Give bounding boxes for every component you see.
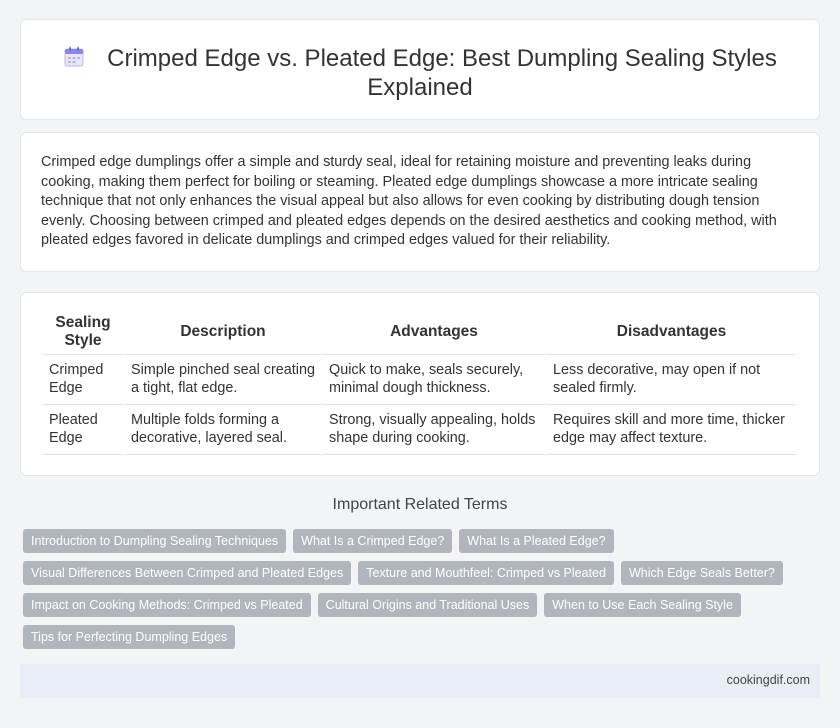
tag-link[interactable]: When to Use Each Sealing Style <box>544 593 741 617</box>
tag-link[interactable]: Impact on Cooking Methods: Crimped vs Pleated <box>23 593 311 617</box>
table-header-row <box>43 309 796 354</box>
comparison-table-card <box>20 292 820 476</box>
intro-paragraph: Crimped edge dumplings offer a simple and sturdy seal, ideal for retaining moisture and preventing leaks during cooking, making them perfect for boiling or steaming. Pleated edge dumplings showcase a more intricate sealing technique that not only enhances the visual appeal but also allows for even cooking by distributing dough tension evenly. Choosing between crimped and pleated edges depends on the desired aesthetics and cooking method, with pleated edges favored in delicate dumplings and crimped edges valued for their reliability. <box>41 154 777 249</box>
tag-link[interactable]: What Is a Crimped Edge? <box>293 529 452 553</box>
related-terms-list <box>23 529 803 657</box>
header-advantages: Advantages <box>390 322 478 340</box>
header-description: Description <box>180 322 266 340</box>
table-cell: Simple pinched seal creating a tight, flat edge. <box>125 354 321 404</box>
footer-site-link[interactable]: cookingdif.com <box>726 673 810 687</box>
intro-card <box>20 132 820 272</box>
tag-link[interactable]: Cultural Origins and Traditional Uses <box>318 593 538 617</box>
table-cell: Multiple folds forming a decorative, layered seal. <box>125 404 321 455</box>
page-title-row <box>21 44 819 102</box>
table-row <box>43 354 796 404</box>
table-cell: Pleated Edge <box>43 404 123 455</box>
tag-link[interactable]: Which Edge Seals Better? <box>621 561 783 585</box>
tag-link[interactable]: Visual Differences Between Crimped and Pleated Edges <box>23 561 351 585</box>
tag-row <box>23 561 803 585</box>
table-cell: Requires skill and more time, thicker edge may affect texture. <box>547 404 796 455</box>
table-row <box>43 404 796 455</box>
title-card <box>20 19 820 120</box>
table-cell: Quick to make, seals securely, minimal dough thickness. <box>323 354 545 404</box>
tag-link[interactable]: What Is a Pleated Edge? <box>459 529 613 553</box>
footer <box>20 664 820 698</box>
related-terms-heading: Important Related Terms <box>332 496 508 513</box>
tag-link[interactable]: Tips for Perfecting Dumpling Edges <box>23 625 235 649</box>
table-cell: Crimped Edge <box>43 354 123 404</box>
tag-row <box>23 625 803 649</box>
table-cell: Strong, visually appealing, holds shape during cooking. <box>323 404 545 455</box>
tag-link[interactable]: Introduction to Dumpling Sealing Techniques <box>23 529 286 553</box>
header-sealing-style: Sealing Style <box>55 313 111 349</box>
header-disadvantages: Disadvantages <box>616 322 727 340</box>
tag-link[interactable]: Texture and Mouthfeel: Crimped vs Pleated <box>358 561 614 585</box>
tag-row <box>23 593 803 617</box>
calendar-icon <box>63 46 85 68</box>
table-cell: Less decorative, may open if not sealed firmly. <box>547 354 796 404</box>
tag-row <box>23 529 803 553</box>
comparison-table <box>41 309 798 455</box>
page-title: Crimped Edge vs. Pleated Edge: Best Dumpling Sealing Styles Explained <box>107 45 777 101</box>
